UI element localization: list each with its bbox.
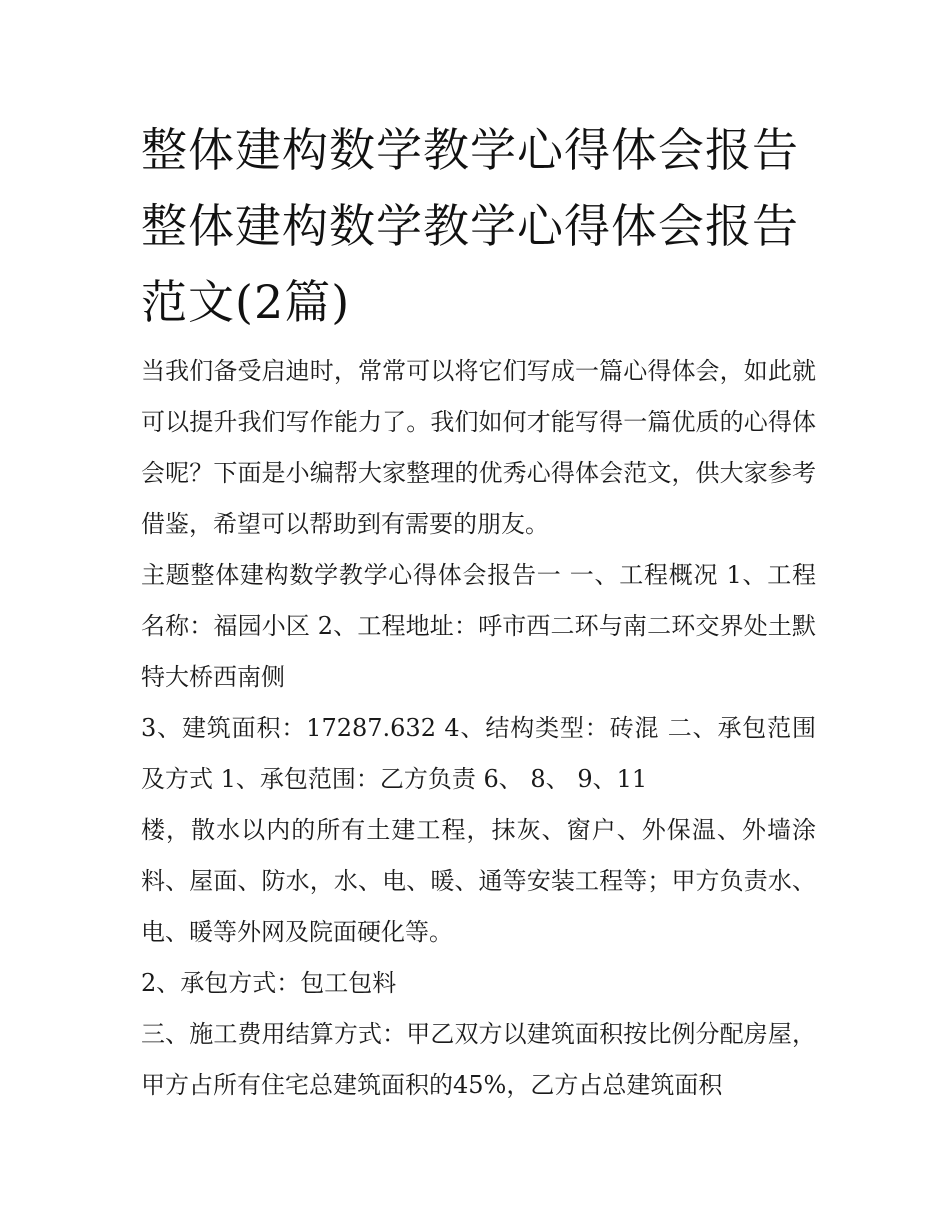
contract-method-paragraph: 2、承包方式：包工包料 [141, 969, 397, 997]
building-area-paragraph: 3、建筑面积：17287.632 4、结构类型：砖混 二、承包范围及方式 1、承包范围：乙方负责 6、 8、 9、11 [141, 714, 816, 793]
project-overview-paragraph: 主题整体建构数学教学心得体会报告一 一、工程概况 1、工程名称：福园小区 2、工程地址：呼市西二环与南二环交界处土默特大桥西南侧 [141, 561, 816, 691]
settlement-paragraph: 三、施工费用结算方式：甲乙双方以建筑面积按比例分配房屋，甲方占所有住宅总建筑面积的45%，乙方占总建筑面积 [141, 1020, 816, 1099]
intro-paragraph: 当我们备受启迪时，常常可以将它们写成一篇心得体会，如此就可以提升我们写作能力了。我们如何才能写得一篇优质的心得体会呢？下面是小编帮大家整理的优秀心得体会范文，供大家参考借鉴，希望可以帮助到有需要的朋友。 [141, 357, 816, 538]
document-title: 整体建构数学教学心得体会报告 整体建构数学教学心得体会报告范文(2篇) [141, 123, 799, 329]
document-body [141, 112, 816, 1111]
scope-paragraph: 楼，散水以内的所有土建工程，抹灰、窗户、外保温、外墙涂料、屋面、防水，水、电、暖、通等安装工程等；甲方负责水、电、暖等外网及院面硬化等。 [141, 816, 816, 946]
